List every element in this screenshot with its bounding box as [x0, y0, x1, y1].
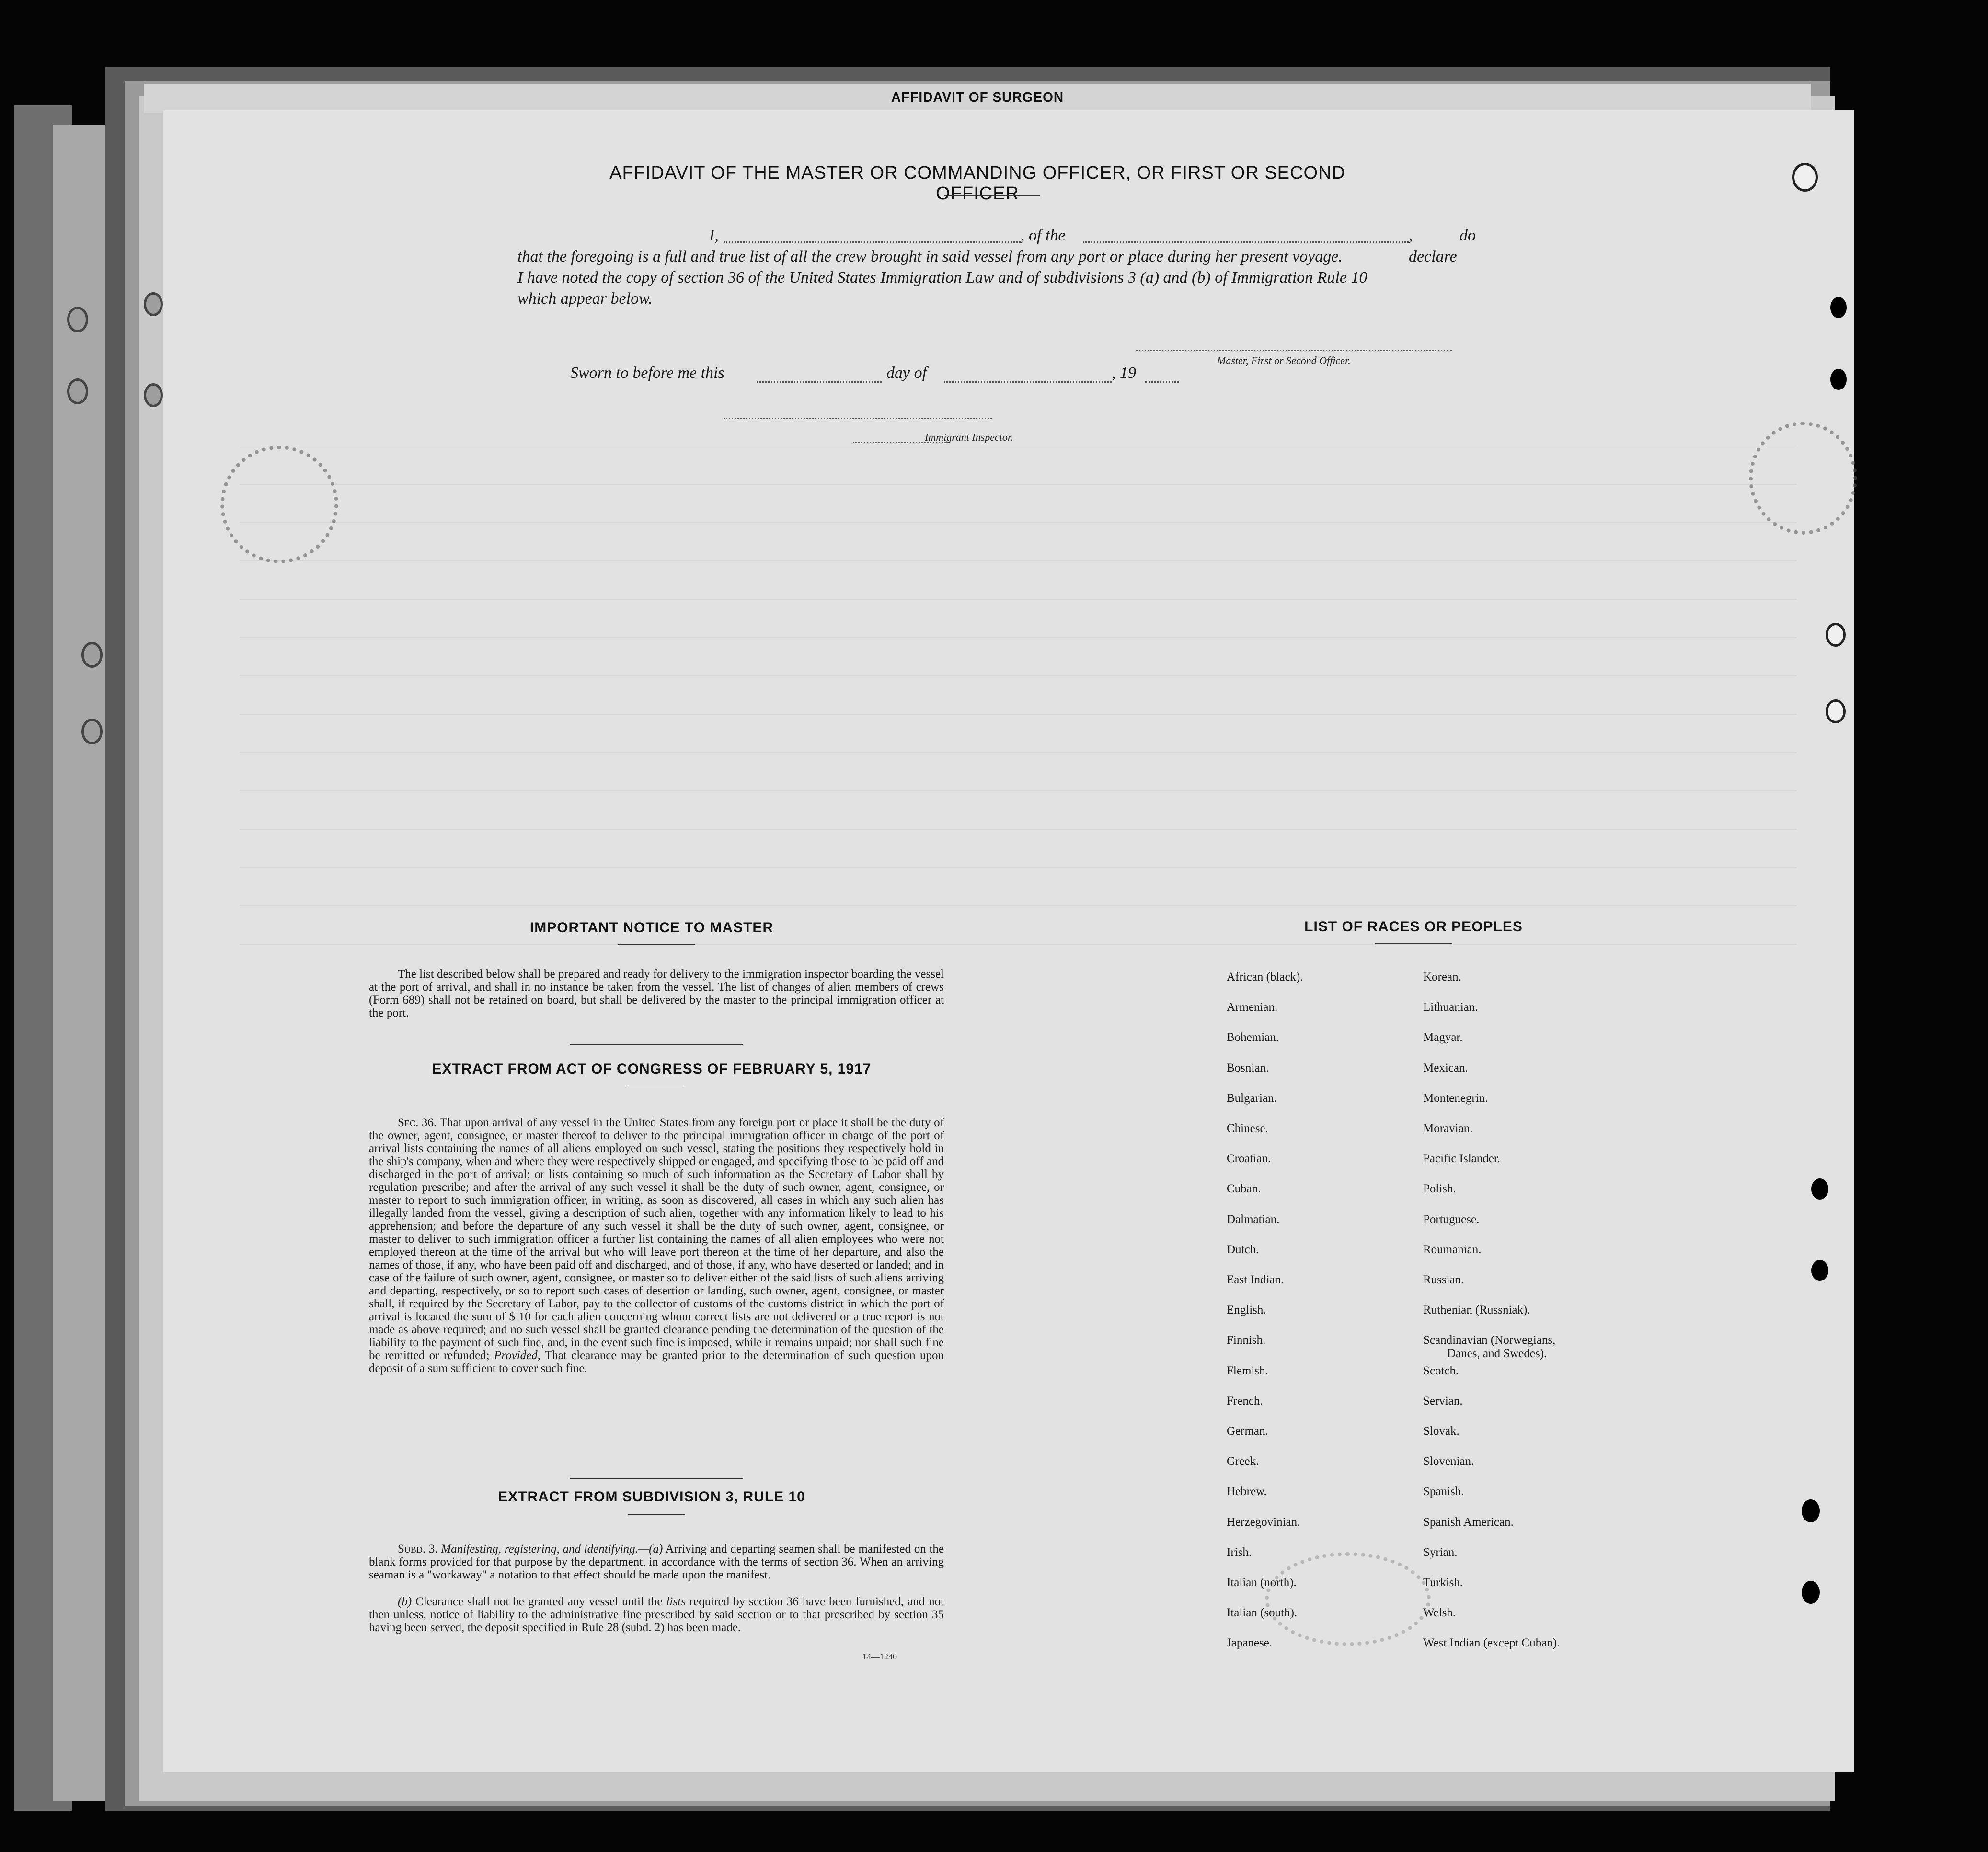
race-item: Lithuanian.: [1423, 1001, 1478, 1014]
punch-hole: [1802, 1499, 1820, 1522]
sec-36-label: Sec. 36.: [398, 1116, 437, 1129]
race-item: Dutch.: [1227, 1243, 1259, 1256]
race-item: Korean.: [1423, 971, 1461, 983]
of-the-label: , of the: [1021, 227, 1066, 244]
bleed-through-row: [240, 522, 1797, 523]
bleed-through-row: [240, 484, 1797, 485]
bleed-through-row: [240, 637, 1797, 638]
punch-hole: [1792, 163, 1818, 192]
background-sheet-edge: [53, 125, 105, 1801]
year-label: , 19: [1112, 364, 1136, 382]
punch-hole: [1826, 699, 1846, 723]
punch-hole: [81, 642, 103, 668]
affidavit-title: AFFIDAVIT OF THE MASTER OR COMMANDING OFFICER, OR FIRST OR SECOND OFFICER: [609, 163, 1345, 204]
race-item: Montenegrin.: [1423, 1091, 1488, 1105]
race-item: Russian.: [1423, 1273, 1464, 1286]
race-item: Armenian.: [1227, 1001, 1278, 1014]
notice-title: IMPORTANT NOTICE TO MASTER: [529, 920, 774, 936]
race-item: Cuban.: [1227, 1182, 1261, 1196]
race-item: Pacific Islander.: [1423, 1152, 1501, 1166]
ink-stamp: [1749, 422, 1857, 535]
race-item: Flemish.: [1227, 1364, 1268, 1377]
race-item: Spanish.: [1423, 1485, 1464, 1498]
subd-b-text: Clearance shall not be granted any vessel until the: [415, 1595, 663, 1608]
subd-b-label: (b): [398, 1595, 412, 1608]
race-item: Turkish.: [1423, 1576, 1463, 1589]
race-item: Magyar.: [1423, 1031, 1463, 1044]
punch-hole: [144, 383, 163, 407]
rule10-title-underline: [628, 1514, 685, 1515]
race-item: Bohemian.: [1227, 1031, 1279, 1044]
bleed-through-row: [240, 790, 1797, 791]
sworn-year-blank: [1145, 381, 1179, 383]
manifest-page: [163, 110, 1854, 1772]
act-section-36: [369, 1116, 944, 1375]
punch-hole: [81, 719, 103, 744]
do-declare-label: , do declare: [1409, 227, 1476, 265]
race-item: West Indian (except Cuban).: [1423, 1636, 1560, 1650]
officer-signature-blank: [1136, 350, 1452, 351]
race-item: Scandinavian (Norwegians,: [1423, 1334, 1556, 1347]
notice-title-underline: [618, 944, 695, 945]
race-item: Servian.: [1423, 1394, 1463, 1407]
race-item: Herzegovinian.: [1227, 1515, 1300, 1529]
subd-b-lists: lists: [666, 1595, 686, 1608]
race-item: Bulgarian.: [1227, 1091, 1277, 1105]
bleed-through-row: [240, 714, 1797, 715]
race-item: Syrian.: [1423, 1545, 1458, 1559]
provided-label: Provided,: [494, 1349, 540, 1362]
race-item: Dalmatian.: [1227, 1212, 1280, 1226]
race-item: Moravian.: [1423, 1122, 1473, 1135]
race-item: Japanese.: [1227, 1636, 1273, 1650]
declaration-block: [517, 225, 1476, 309]
rule10-subd-a: [369, 1543, 944, 1581]
surgeon-affidavit-title: AFFIDAVIT OF SURGEON: [891, 90, 1064, 104]
bleed-through-row: [240, 599, 1797, 600]
sec-36-text: That upon arrival of any vessel in the United States from any foreign port or place it shall be the duty of the owner, agent, consignee, or master thereof to deliver to the principal immigration officer in charge of the port of arrival lists containing the names of all aliens employed on such vessel, stating the positions they respectively hold in the ship's company, when and where they were respectively shipped or engaged, and specifying those to be paid off and discharged in the port of arrival; or lists containing so much of such information as the Secretary of Labor shall by regulation prescribe; and after the arrival of any such vessel it shall be the duty of such owner, agent, consignee, or master to report to such immigration officer, in writing, as soon as discovered, all cases in which any such alien has illegally landed from the vessel, giving a description of such alien, together with any information likely to lead to his apprehension; and before the departure of any such vessel it shall be the duty of such owner, agent, consignee, or master to deliver to such immigration officer a further list containing the names of all alien employees who were not employed thereon at the time of the arrival but who will leave port thereon at the time of her departure, and also the names of those, if any, who have been paid off and discharged, and of those, if any, who have deserted or landed; and in case of the failure of such owner, agent, consignee, or master so to deliver either of the said lists of such aliens arriving and departing, respectively, or so to report such cases of desertion or landing, such owner, agent, consignee, or master shall, if required by the Secretary of Labor, pay to the collector of customs of the customs district in which the port of arrival is located the sum of $ 10 for each alien concerning whom correct lists are not delivered or a true report is not made as above required; and no such vessel shall be granted clearance pending the determination of the question of the liability to the payment of such fine, and, in the event such fine is imposed, while it remains unpaid; nor shall such fine be remitted or refunded;: [369, 1116, 944, 1362]
race-item: Mexican.: [1423, 1061, 1468, 1075]
punch-hole: [1826, 623, 1846, 647]
bleed-through-row: [240, 905, 1797, 906]
race-item: French.: [1227, 1394, 1263, 1407]
race-item: Slovak.: [1423, 1425, 1459, 1438]
i-label: I,: [709, 227, 719, 244]
race-item: Polish.: [1423, 1182, 1456, 1196]
bleed-through-row: [240, 675, 1797, 676]
punch-hole: [67, 378, 88, 404]
race-item: Finnish.: [1227, 1334, 1266, 1347]
act-title: EXTRACT FROM ACT OF CONGRESS OF FEBRUARY 5, 1917: [432, 1061, 872, 1077]
declaration-line-4: which appear below.: [517, 290, 653, 308]
day-of-label: day of: [886, 364, 927, 382]
sworn-label: Sworn to before me this: [570, 364, 724, 382]
race-item: Scotch.: [1423, 1364, 1459, 1377]
races-title: LIST OF RACES OR PEOPLES: [1304, 919, 1523, 935]
vessel-blank: [1083, 241, 1409, 243]
sec-36-text-end: That clearance may be granted prior to the determination of such question upon deposit of a sum sufficient to cover such fine.: [369, 1349, 944, 1375]
race-item: African (black).: [1227, 971, 1303, 983]
race-item: Irish.: [1227, 1545, 1252, 1559]
punch-hole: [1830, 369, 1847, 390]
race-item: East Indian.: [1227, 1273, 1284, 1286]
bleed-through-row: [240, 752, 1797, 753]
race-item: Chinese.: [1227, 1122, 1268, 1135]
race-item: English.: [1227, 1303, 1266, 1317]
subd-a-text: Arriving and departing seamen shall be manifested on the blank forms provided for that purpose by the department, in accordance with the terms of section 36. When an arriving seaman is a "workaway" a notation to that effect should be made upon the manifest.: [369, 1543, 944, 1581]
bleed-through-row: [240, 829, 1797, 830]
race-item-continuation: Danes, and Swedes).: [1447, 1347, 1547, 1360]
punch-hole: [1802, 1581, 1820, 1604]
race-item: Hebrew.: [1227, 1485, 1267, 1498]
inspector-signature-label: Immigrant Inspector.: [925, 431, 1013, 443]
sworn-day-blank: [757, 381, 882, 383]
bleed-through-row: [240, 867, 1797, 868]
punch-hole: [1811, 1178, 1828, 1200]
race-item: Slovenian.: [1423, 1455, 1474, 1468]
races-title-underline: [1375, 943, 1452, 944]
subd-3-label: Subd. 3.: [398, 1543, 438, 1555]
name-blank: [724, 241, 1021, 243]
section-separator: [570, 1478, 743, 1479]
race-item: Spanish American.: [1423, 1515, 1514, 1529]
race-item: Ruthenian (Russniak).: [1423, 1303, 1530, 1317]
subd-b-text-2: required by section 36 have been furnished, and not then unless, notice of liability to the administrative fine prescribed by said section or to that prescribed by section 35 having been served, the deposit specified in Rule 28 (subd. 2) has been made.: [369, 1595, 944, 1634]
rule10-subd-b: [369, 1595, 944, 1634]
race-item: Greek.: [1227, 1455, 1259, 1468]
ink-stamp: [220, 446, 338, 563]
surgeon-affidavit-strip: [144, 84, 1811, 113]
race-item: Bosnian.: [1227, 1061, 1269, 1075]
bleed-through-row: [240, 944, 1797, 945]
declaration-line-2: that the foregoing is a full and true list of all the crew brought in said vessel from any port or place during her present voyage.: [517, 248, 1343, 265]
punch-hole: [1830, 297, 1847, 318]
race-item: Welsh.: [1423, 1606, 1456, 1620]
officer-signature-label: Master, First or Second Officer.: [1217, 354, 1351, 366]
rule10-title: EXTRACT FROM SUBDIVISION 3, RULE 10: [498, 1489, 805, 1505]
sworn-month-blank: [944, 381, 1112, 383]
form-number: 14—1240: [862, 1652, 897, 1661]
subd-a-heading: Manifesting, registering, and identifying.—(a): [441, 1543, 663, 1555]
bleed-through-row: [240, 560, 1797, 561]
race-item: Italian (south).: [1227, 1606, 1298, 1620]
title-underline: [944, 195, 1040, 196]
race-item: Portuguese.: [1423, 1212, 1480, 1226]
race-item: Croatian.: [1227, 1152, 1271, 1166]
ink-stamp: [1265, 1552, 1431, 1646]
declaration-line-3: I have noted the copy of section 36 of the United States Immigration Law and of subdivisions 3 (a) and (b) of Immigration Rule 10: [517, 269, 1367, 286]
race-item: Italian (north).: [1227, 1576, 1297, 1589]
race-item: Roumanian.: [1423, 1243, 1482, 1256]
race-item: German.: [1227, 1425, 1268, 1438]
notice-text: The list described below shall be prepared and ready for delivery to the immigration inspector boarding the vessel at the port of arrival, and shall in no instance be taken from the vessel. The list of changes of alien members of crews (Form 689) shall not be retained on board, but shall be delivered by the master to the principal immigration officer at the port.: [369, 968, 944, 1019]
punch-hole: [144, 292, 163, 316]
punch-hole: [67, 307, 88, 332]
punch-hole: [1811, 1260, 1828, 1281]
section-separator: [570, 1044, 743, 1045]
inspector-signature-blank: [724, 418, 992, 419]
